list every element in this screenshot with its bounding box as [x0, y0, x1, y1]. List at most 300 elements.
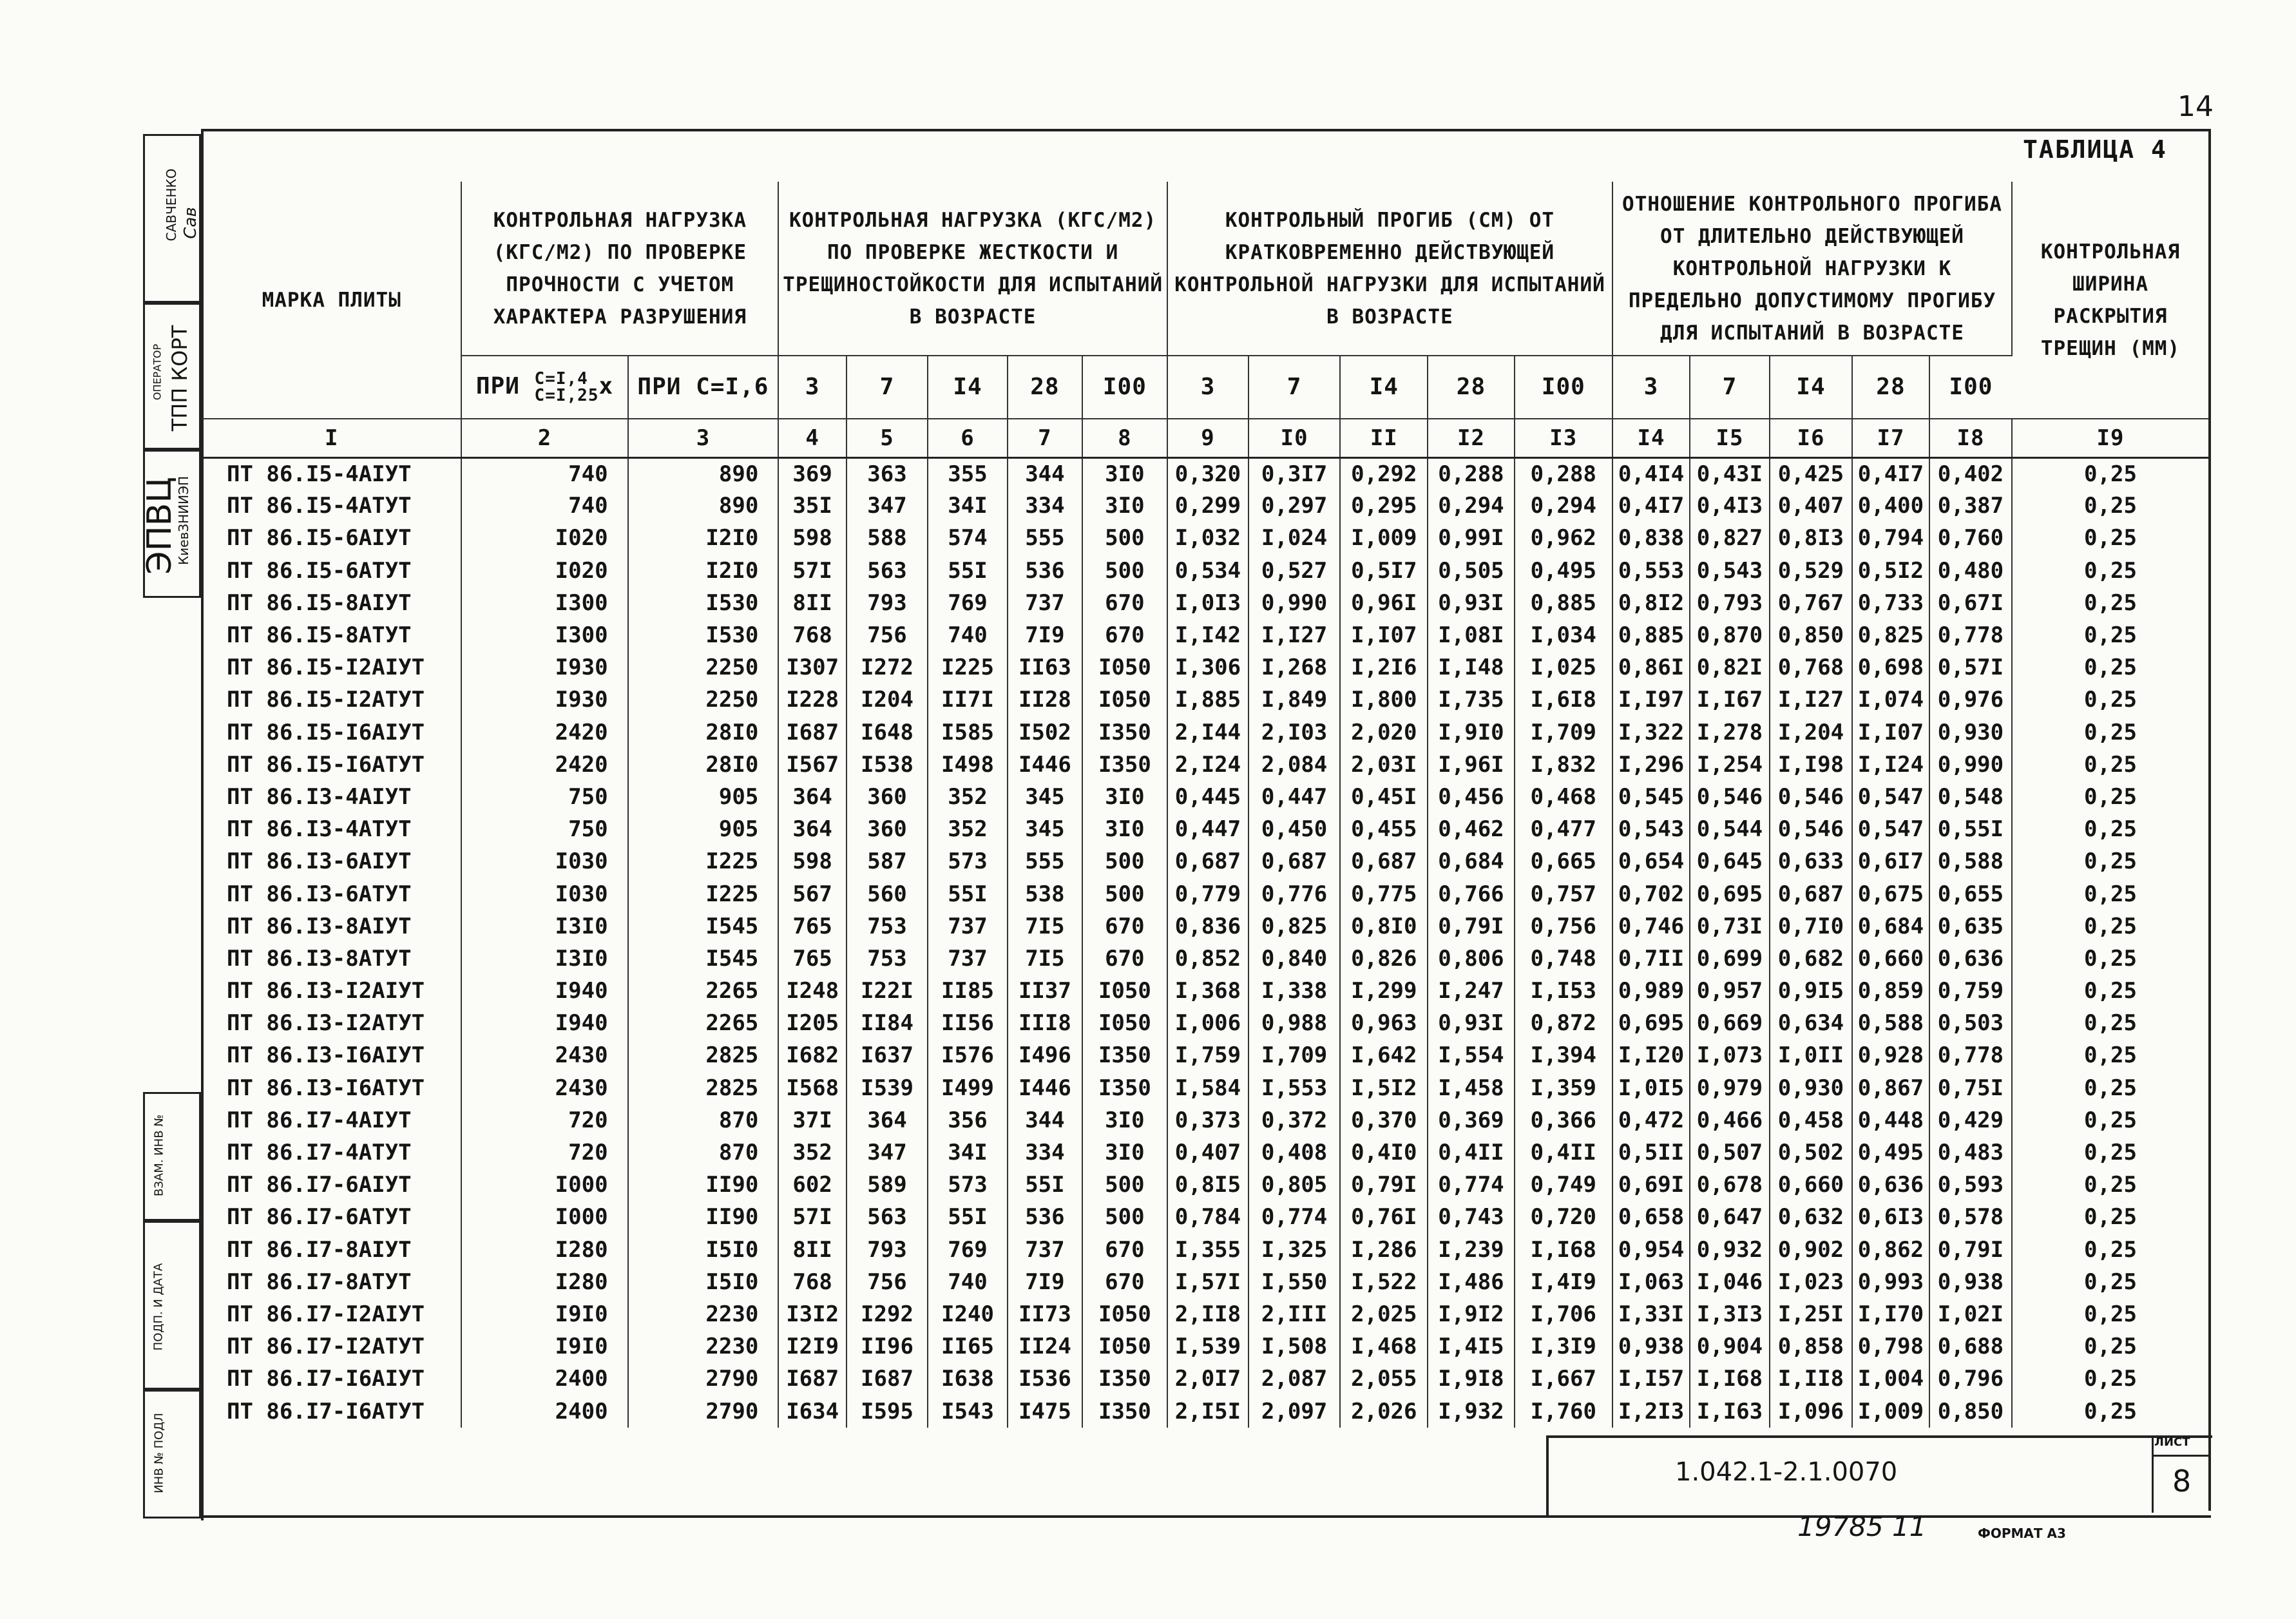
- value-cell: I,I27: [1770, 684, 1852, 716]
- value-cell: 0,387: [1929, 490, 2012, 522]
- value-cell: I,832: [1515, 749, 1613, 781]
- value-cell: I,522: [1340, 1266, 1428, 1298]
- value-cell: 7I5: [1008, 943, 1082, 975]
- value-cell: 756: [847, 1266, 928, 1298]
- table-row: [202, 1395, 2208, 1427]
- value-cell: 2400: [461, 1363, 627, 1395]
- value-cell: I225: [928, 651, 1008, 684]
- value-cell: I446: [1008, 1072, 1082, 1104]
- value-cell: I538: [847, 749, 928, 781]
- value-cell: 2,055: [1340, 1363, 1428, 1395]
- table-row: [202, 1330, 2208, 1363]
- side-stamp-developer: [143, 134, 201, 303]
- value-cell: 0,665: [1515, 845, 1613, 877]
- value-cell: I350: [1082, 1039, 1167, 1071]
- side-stamp-podp: [143, 1221, 201, 1390]
- value-cell: I530: [628, 587, 779, 619]
- table-row: [202, 749, 2208, 781]
- paper-format: ФОРМАТ А3: [1978, 1526, 2066, 1541]
- header-age-g4-3: 28: [1852, 356, 1929, 419]
- value-cell: 0,775: [1340, 877, 1428, 910]
- slab-mark-cell: ПТ 86.I3-I2АIУТ: [202, 975, 461, 1007]
- value-cell: 0,546: [1770, 781, 1852, 813]
- header-age-g4-0: 3: [1612, 356, 1690, 419]
- slab-mark-cell: ПТ 86.I3-4АТУТ: [202, 813, 461, 845]
- value-cell: 0,5II: [1612, 1136, 1690, 1169]
- value-cell: I3I2: [778, 1298, 847, 1330]
- value-cell: I,306: [1167, 651, 1248, 684]
- value-cell: 890: [628, 457, 779, 490]
- value-cell: 0,553: [1612, 555, 1690, 587]
- value-cell: 2790: [628, 1363, 779, 1395]
- value-cell: 0,636: [1852, 1169, 1929, 1201]
- value-cell: 2825: [628, 1072, 779, 1104]
- value-cell: 0,288: [1428, 457, 1514, 490]
- value-cell: I350: [1082, 1072, 1167, 1104]
- value-cell: I9I0: [461, 1330, 627, 1363]
- value-cell: 0,299: [1167, 490, 1248, 522]
- value-cell: I,486: [1428, 1266, 1514, 1298]
- value-cell: 737: [928, 910, 1008, 943]
- value-cell: I9I0: [461, 1298, 627, 1330]
- value-cell: I,024: [1248, 522, 1340, 554]
- side-stamp-organization: [140, 450, 201, 598]
- value-cell: 0,636: [1929, 943, 2012, 975]
- column-number: 2: [461, 419, 627, 457]
- value-cell: 0,698: [1852, 651, 1929, 684]
- value-cell: 0,69I: [1612, 1169, 1690, 1201]
- value-cell: I050: [1082, 1298, 1167, 1330]
- value-cell: I,4I9: [1515, 1266, 1613, 1298]
- column-number: 3: [628, 419, 779, 457]
- slab-mark-cell: ПТ 86.I5-I6АТУТ: [202, 749, 461, 781]
- side-stamp-inv-podl: [143, 1390, 201, 1518]
- slab-mark-cell: ПТ 86.I7-6АТУТ: [202, 1201, 461, 1233]
- value-cell: 768: [778, 619, 847, 651]
- value-cell: 3I0: [1082, 813, 1167, 845]
- value-cell: I637: [847, 1039, 928, 1071]
- value-cell: 0,6I3: [1852, 1201, 1929, 1233]
- value-cell: I5I0: [628, 1234, 779, 1266]
- value-cell: 0,743: [1428, 1201, 1514, 1233]
- value-cell: 0,480: [1929, 555, 2012, 587]
- column-number: 5: [847, 419, 928, 457]
- value-cell: 2230: [628, 1298, 779, 1330]
- value-cell: II24: [1008, 1330, 1082, 1363]
- value-cell: 0,647: [1690, 1201, 1770, 1233]
- value-cell: 560: [847, 877, 928, 910]
- value-cell: I350: [1082, 1363, 1167, 1395]
- slab-mark-cell: ПТ 86.I5-I2АТУТ: [202, 684, 461, 716]
- value-cell: 905: [628, 781, 779, 813]
- value-cell: I634: [778, 1395, 847, 1427]
- value-cell: I,539: [1167, 1330, 1248, 1363]
- value-cell: 574: [928, 522, 1008, 554]
- value-cell: 0,588: [1929, 845, 2012, 877]
- slab-mark-cell: ПТ 86.I3-8АIУТ: [202, 910, 461, 943]
- value-cell: 0,25: [2084, 1140, 2137, 1166]
- value-cell: I,I24: [1852, 749, 1929, 781]
- value-cell: I,368: [1167, 975, 1248, 1007]
- slab-mark-cell: ПТ 86.I3-6АIУТ: [202, 845, 461, 877]
- value-cell: 0,779: [1167, 877, 1248, 910]
- value-cell: I050: [1082, 975, 1167, 1007]
- value-cell: 769: [928, 1234, 1008, 1266]
- c-prefix: ПРИ: [475, 373, 535, 399]
- value-cell: 740: [461, 490, 627, 522]
- value-cell: 7I5: [1008, 910, 1082, 943]
- value-cell: 756: [847, 619, 928, 651]
- value-cell: 0,850: [1770, 619, 1852, 651]
- value-cell: 0,25: [2084, 1366, 2137, 1392]
- value-cell: 0,25: [2084, 525, 2137, 551]
- value-cell: 0,979: [1690, 1072, 1770, 1104]
- inv-podl-label: ИНВ № ПОДЛ: [152, 1413, 166, 1493]
- header-stiffness-load: КОНТРОЛЬНАЯ НАГРУЗКА (КГС/М2) ПО ПРОВЕРКЕ ЖЕСТКОСТИ И ТРЕЩИНОСТОЙКОСТИ ДЛЯ ИСПЫТАНИЙ В ВОЗРАСТЕ: [778, 182, 1167, 356]
- value-cell: 0,954: [1612, 1234, 1690, 1266]
- value-cell: I,96I: [1428, 749, 1514, 781]
- table-row: [202, 1201, 2208, 1233]
- column-number: 7: [1008, 419, 1082, 457]
- value-cell: 0,669: [1690, 1007, 1770, 1039]
- value-cell: 0,546: [1690, 781, 1770, 813]
- value-cell: 0,462: [1428, 813, 1514, 845]
- value-cell: 0,870: [1690, 619, 1770, 651]
- value-cell: 0,635: [1929, 910, 2012, 943]
- column-number: I0: [1248, 419, 1340, 457]
- value-cell: I3I0: [461, 943, 627, 975]
- value-cell: I595: [847, 1395, 928, 1427]
- value-cell: I,394: [1515, 1039, 1613, 1071]
- value-cell: 670: [1082, 619, 1167, 651]
- value-cell: 0,678: [1690, 1169, 1770, 1201]
- value-cell: 0,885: [1515, 587, 1613, 619]
- value-cell: I,073: [1690, 1039, 1770, 1071]
- header-deflection-ratio: ОТНОШЕНИЕ КОНТРОЛЬНОГО ПРОГИБА ОТ ДЛИТЕЛЬНО ДЕЙСТВУЮЩЕЙ КОНТРОЛЬНОЙ НАГРУЗКИ К ПРЕДЕЛЬНО ДОПУСТИМОМУ ПРОГИБУ ДЛЯ ИСПЫТАНИЙ В ВОЗРАСТЕ: [1612, 182, 2012, 356]
- value-cell: I3I0: [461, 910, 627, 943]
- value-cell: I2I9: [778, 1330, 847, 1363]
- value-cell: 555: [1008, 522, 1082, 554]
- value-cell: I568: [778, 1072, 847, 1104]
- value-cell: 360: [847, 813, 928, 845]
- value-cell: 8II: [778, 1234, 847, 1266]
- value-cell: I,I57: [1612, 1363, 1690, 1395]
- value-cell: I225: [628, 845, 779, 877]
- c-fraction: [535, 370, 599, 404]
- value-cell: I050: [1082, 684, 1167, 716]
- value-cell: I,023: [1770, 1266, 1852, 1298]
- value-cell: 536: [1008, 1201, 1082, 1233]
- value-cell: 573: [928, 845, 1008, 877]
- value-cell: I300: [461, 587, 627, 619]
- value-cell: 740: [461, 457, 627, 490]
- value-cell: 0,902: [1770, 1234, 1852, 1266]
- value-cell: 0,502: [1770, 1136, 1852, 1169]
- value-cell: I350: [1082, 749, 1167, 781]
- value-cell: 2420: [461, 749, 627, 781]
- podp-label: ПОДП. И ДАТА: [151, 1263, 166, 1351]
- value-cell: I225: [628, 877, 779, 910]
- value-cell: 0,840: [1248, 943, 1340, 975]
- value-cell: 538: [1008, 877, 1082, 910]
- value-cell: I536: [1008, 1363, 1082, 1395]
- side-stamp-vzam: [143, 1092, 201, 1221]
- frame-right-line: [2208, 129, 2211, 1511]
- value-cell: 0,768: [1770, 651, 1852, 684]
- value-cell: 750: [461, 781, 627, 813]
- slab-mark-cell: ПТ 86.I7-4АТУТ: [202, 1136, 461, 1169]
- value-cell: 598: [778, 845, 847, 877]
- value-cell: I,096: [1770, 1395, 1852, 1427]
- value-cell: 588: [847, 522, 928, 554]
- value-cell: I,932: [1428, 1395, 1514, 1427]
- value-cell: 0,850: [1929, 1395, 2012, 1427]
- value-cell: 563: [847, 1201, 928, 1233]
- value-cell: I,299: [1340, 975, 1428, 1007]
- column-number: I3: [1515, 419, 1613, 457]
- value-cell: 563: [847, 555, 928, 587]
- column-number: 4: [778, 419, 847, 457]
- slab-mark-cell: ПТ 86.I3-4АIУТ: [202, 781, 461, 813]
- value-cell: I,I42: [1167, 619, 1248, 651]
- slab-mark-cell: ПТ 86.I7-8АТУТ: [202, 1266, 461, 1298]
- value-cell: 0,3I7: [1248, 457, 1340, 490]
- value-cell: 670: [1082, 943, 1167, 975]
- value-cell: 0,4I7: [1852, 457, 1929, 490]
- value-cell: 0,688: [1929, 1330, 2012, 1363]
- value-cell: 2,III: [1248, 1298, 1340, 1330]
- value-cell: 0,928: [1852, 1039, 1929, 1071]
- table-row: [202, 813, 2208, 845]
- value-cell: 0,4II: [1515, 1136, 1613, 1169]
- value-cell: 0,836: [1167, 910, 1248, 943]
- value-cell: I,I63: [1690, 1395, 1770, 1427]
- value-cell: I530: [628, 619, 779, 651]
- value-cell: 345: [1008, 813, 1082, 845]
- value-cell: I,355: [1167, 1234, 1248, 1266]
- value-cell: 0,645: [1690, 845, 1770, 877]
- value-cell: 2,087: [1248, 1363, 1340, 1395]
- value-cell: 0,798: [1852, 1330, 1929, 1363]
- value-cell: 0,774: [1428, 1169, 1514, 1201]
- value-cell: I,458: [1428, 1072, 1514, 1104]
- value-cell: 363: [847, 457, 928, 490]
- value-cell: 536: [1008, 555, 1082, 587]
- value-cell: 0,495: [1515, 555, 1613, 587]
- value-cell: 0,838: [1612, 522, 1690, 554]
- header-age-g2-4: I00: [1082, 356, 1167, 419]
- value-cell: 0,746: [1612, 910, 1690, 943]
- value-cell: 0,578: [1929, 1201, 2012, 1233]
- value-cell: I,6I8: [1515, 684, 1613, 716]
- table-row: [202, 877, 2208, 910]
- value-cell: 598: [778, 522, 847, 554]
- header-age-g2-1: 7: [847, 356, 928, 419]
- value-cell: I,709: [1248, 1039, 1340, 1071]
- value-cell: II96: [847, 1330, 928, 1363]
- value-cell: I,0II: [1770, 1039, 1852, 1071]
- value-cell: II90: [628, 1169, 779, 1201]
- value-cell: 34I: [928, 1136, 1008, 1169]
- value-cell: I22I: [847, 975, 928, 1007]
- column-number: I5: [1690, 419, 1770, 457]
- value-cell: 0,544: [1690, 813, 1770, 845]
- value-cell: 0,25: [2084, 913, 2137, 939]
- value-cell: I499: [928, 1072, 1008, 1104]
- value-cell: I543: [928, 1395, 1008, 1427]
- value-cell: I567: [778, 749, 847, 781]
- slab-mark-cell: ПТ 86.I3-I6АТУТ: [202, 1072, 461, 1104]
- c-bottom: С=I,25: [534, 386, 599, 405]
- value-cell: I545: [628, 943, 779, 975]
- value-cell: 2,I5I: [1167, 1395, 1248, 1427]
- value-cell: 0,25: [2084, 1107, 2137, 1133]
- slab-mark-cell: ПТ 86.I5-6АТУТ: [202, 555, 461, 587]
- value-cell: I,I68: [1690, 1363, 1770, 1395]
- value-cell: 7I9: [1008, 619, 1082, 651]
- document-code: 1.042.1-2.1.0070: [1675, 1457, 1898, 1487]
- value-cell: 0,699: [1690, 943, 1770, 975]
- inventory-number: 19785 11: [1797, 1511, 1927, 1542]
- value-cell: I,3I9: [1515, 1330, 1613, 1363]
- value-cell: 0,495: [1852, 1136, 1929, 1169]
- value-cell: I,735: [1428, 684, 1514, 716]
- value-cell: 589: [847, 1169, 928, 1201]
- value-cell: I,I98: [1770, 749, 1852, 781]
- value-cell: 0,82I: [1690, 651, 1770, 684]
- table-row: [202, 1266, 2208, 1298]
- value-cell: 0,503: [1929, 1007, 2012, 1039]
- table-row: [202, 1363, 2208, 1395]
- value-cell: I,034: [1515, 619, 1613, 651]
- value-cell: I228: [778, 684, 847, 716]
- value-cell: I,359: [1515, 1072, 1613, 1104]
- value-cell: 0,702: [1612, 877, 1690, 910]
- value-cell: 360: [847, 781, 928, 813]
- value-cell: 0,295: [1340, 490, 1428, 522]
- value-cell: 8II: [778, 587, 847, 619]
- operator-value: ТПП КОРТ: [167, 325, 192, 432]
- value-cell: 0,784: [1167, 1201, 1248, 1233]
- slab-mark-cell: ПТ 86.I3-I6АIУТ: [202, 1039, 461, 1071]
- value-cell: 0,93I: [1428, 1007, 1514, 1039]
- value-cell: 0,4I0: [1340, 1136, 1428, 1169]
- value-cell: 0,25: [2084, 493, 2137, 519]
- value-cell: I,I67: [1690, 684, 1770, 716]
- value-cell: 740: [928, 1266, 1008, 1298]
- column-number: I: [202, 419, 461, 457]
- value-cell: 0,938: [1929, 1266, 2012, 1298]
- value-cell: I050: [1082, 1007, 1167, 1039]
- value-cell: II56: [928, 1007, 1008, 1039]
- value-cell: 737: [928, 943, 1008, 975]
- value-cell: I,I07: [1852, 716, 1929, 749]
- table-row: [202, 910, 2208, 943]
- value-cell: 55I: [928, 877, 1008, 910]
- value-cell: 0,4I4: [1612, 457, 1690, 490]
- value-cell: I,4I5: [1428, 1330, 1514, 1363]
- value-cell: 0,6I7: [1852, 845, 1929, 877]
- value-cell: I,006: [1167, 1007, 1248, 1039]
- value-cell: 0,45I: [1340, 781, 1428, 813]
- value-cell: 0,806: [1428, 943, 1514, 975]
- value-cell: I5I0: [628, 1266, 779, 1298]
- sheet-label: ЛИСТ: [2154, 1435, 2190, 1449]
- slab-mark-cell: ПТ 86.I5-4АIУТ: [202, 457, 461, 490]
- slab-mark-cell: ПТ 86.I5-4АТУТ: [202, 490, 461, 522]
- value-cell: 2,020: [1340, 716, 1428, 749]
- value-cell: I280: [461, 1266, 627, 1298]
- value-cell: 0,25: [2084, 687, 2137, 713]
- value-cell: 0,25: [2084, 589, 2137, 616]
- value-cell: II37: [1008, 975, 1082, 1007]
- value-cell: I576: [928, 1039, 1008, 1071]
- value-cell: 0,25: [2084, 1172, 2137, 1198]
- value-cell: 0,733: [1852, 587, 1929, 619]
- header-c-1-6: ПРИ С=I,6: [628, 356, 779, 419]
- value-cell: 0,25: [2084, 1042, 2137, 1069]
- value-cell: 0,634: [1770, 1007, 1852, 1039]
- value-cell: 0,458: [1770, 1104, 1852, 1136]
- value-cell: I930: [461, 651, 627, 684]
- table-row: [202, 943, 2208, 975]
- value-cell: 0,25: [2084, 978, 2137, 1004]
- value-cell: I,009: [1852, 1395, 1929, 1427]
- column-number: 8: [1082, 419, 1167, 457]
- value-cell: 57I: [778, 555, 847, 587]
- value-cell: 0,546: [1770, 813, 1852, 845]
- value-cell: 0,79I: [1340, 1169, 1428, 1201]
- value-cell: I687: [847, 1363, 928, 1395]
- header-age-g3-0: 3: [1167, 356, 1248, 419]
- value-cell: 0,407: [1770, 490, 1852, 522]
- header-c-1-4: [461, 356, 627, 419]
- value-cell: 0,447: [1167, 813, 1248, 845]
- value-cell: II73: [1008, 1298, 1082, 1330]
- value-cell: 765: [778, 943, 847, 975]
- value-cell: II90: [628, 1201, 779, 1233]
- sheet-number: 8: [2172, 1464, 2192, 1499]
- value-cell: 347: [847, 1136, 928, 1169]
- value-cell: 0,8I2: [1612, 587, 1690, 619]
- value-cell: 2230: [628, 1330, 779, 1363]
- value-cell: 0,429: [1929, 1104, 2012, 1136]
- value-cell: 344: [1008, 1104, 1082, 1136]
- value-cell: 602: [778, 1169, 847, 1201]
- value-cell: 2430: [461, 1039, 627, 1071]
- value-cell: 0,545: [1612, 781, 1690, 813]
- value-cell: I,2I6: [1340, 651, 1428, 684]
- value-cell: I240: [928, 1298, 1008, 1330]
- value-cell: 753: [847, 943, 928, 975]
- value-cell: 37I: [778, 1104, 847, 1136]
- value-cell: 0,827: [1690, 522, 1770, 554]
- value-cell: 0,654: [1612, 845, 1690, 877]
- column-number: I7: [1852, 419, 1929, 457]
- table-row: [202, 716, 2208, 749]
- value-cell: I930: [461, 684, 627, 716]
- value-cell: I,642: [1340, 1039, 1428, 1071]
- value-cell: 0,687: [1340, 845, 1428, 877]
- value-cell: 0,658: [1612, 1201, 1690, 1233]
- value-cell: I687: [778, 1363, 847, 1395]
- value-cell: I,I70: [1852, 1298, 1929, 1330]
- value-cell: 0,369: [1428, 1104, 1514, 1136]
- slab-mark-cell: ПТ 86.I7-I6АТУТ: [202, 1395, 461, 1427]
- value-cell: I020: [461, 522, 627, 554]
- value-cell: 0,867: [1852, 1072, 1929, 1104]
- value-cell: I687: [778, 716, 847, 749]
